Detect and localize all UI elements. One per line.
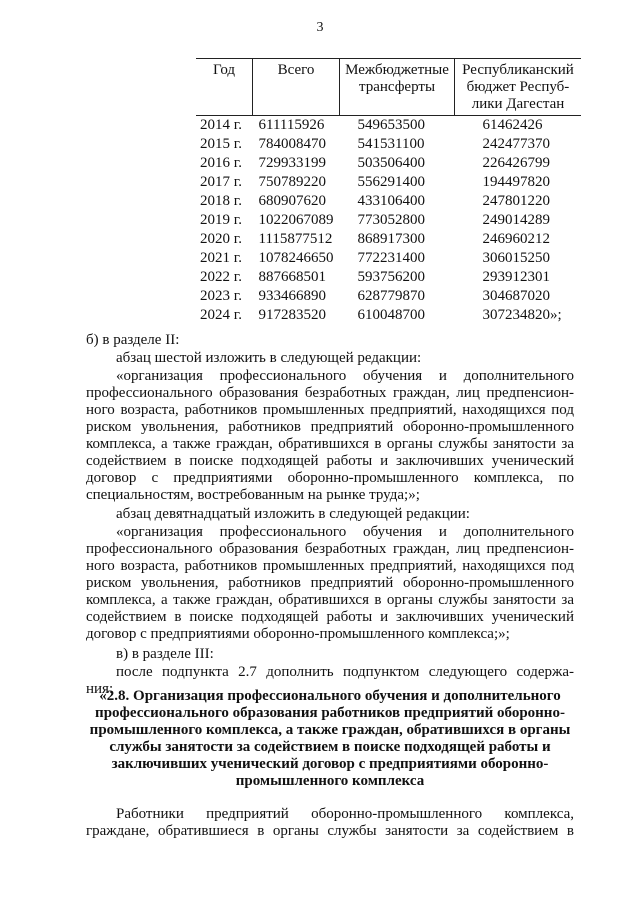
table-row	[196, 192, 581, 211]
cell-year: 2017 г.	[200, 174, 242, 190]
cell-total: 1078246650	[258, 250, 334, 266]
cell-interbudget: 556291400	[357, 174, 425, 190]
cell-interbudget: 541531100	[357, 136, 425, 152]
header-interbudget-transfers	[340, 59, 455, 116]
section-v: в) в разделе III:	[116, 646, 214, 662]
cell-interbudget: 433106400	[357, 193, 425, 209]
cell-republican: 242477370	[482, 136, 550, 152]
header-line: Межбюджетные	[345, 62, 449, 78]
cell-interbudget: 593756200	[357, 269, 425, 285]
table-row	[196, 306, 581, 325]
cell-year: 2019 г.	[200, 212, 242, 228]
heading-line: промышленного комплекса, а также граждан, обратившихся в органы	[89, 722, 571, 738]
cell-interbudget: 772231400	[357, 250, 425, 266]
cell-republican: 247801220	[482, 193, 550, 209]
cell-republican: 194497820	[482, 174, 550, 190]
cell-interbudget: 610048700	[357, 307, 425, 323]
table-row	[196, 211, 581, 230]
heading-line: заключивших ученический договор с предприятиями оборонно-	[111, 756, 549, 772]
table-row	[196, 287, 581, 306]
cell-republican: 249014289	[482, 212, 550, 228]
cell-year: 2015 г.	[200, 136, 242, 152]
cell-year: 2021 г.	[200, 250, 242, 266]
para6-line: риском увольнения, работников предприятий оборонно-промышленного	[86, 419, 574, 435]
final-line: Работники предприятий оборонно-промышленного комплекса,	[116, 806, 574, 822]
para6-line: договор с предприятиями оборонно-промышленного комплекса, по	[86, 470, 574, 486]
cell-total: 887668501	[258, 269, 326, 285]
table-header-row	[196, 59, 581, 116]
cell-year: 2020 г.	[200, 231, 242, 247]
header-line: бюджет Респуб-	[466, 79, 570, 95]
header-line: Всего	[277, 62, 315, 78]
cell-year: 2014 г.	[200, 117, 242, 133]
cell-year: 2024 г.	[200, 307, 242, 323]
cell-year: 2023 г.	[200, 288, 242, 304]
cell-total: 1115877512	[258, 231, 333, 247]
header-republican-budget	[455, 59, 582, 116]
after-27-line: ния:	[86, 681, 114, 697]
cell-total: 680907620	[258, 193, 326, 209]
cell-interbudget: 773052800	[357, 212, 425, 228]
cell-year: 2022 г.	[200, 269, 242, 285]
para6-line: профессионального образования безработных граждан, лиц предпенсион-	[86, 385, 574, 401]
header-year	[196, 59, 253, 116]
para19-line: ного возраста, работников промышленных предприятий, находящихся под	[86, 558, 574, 574]
heading-line: промышленного комплекса	[235, 773, 425, 789]
para19-line: риском увольнения, работников предприятий оборонно-промышленного	[86, 575, 574, 591]
header-line: Год	[212, 62, 236, 78]
budget-table	[196, 58, 581, 325]
cell-republican: 304687020	[482, 288, 550, 304]
para19-line: содействием в поиске подходящей работы и заключивших ученический	[86, 609, 574, 625]
para6-line: комплекса, а также граждан, обратившихся в органы службы занятости за	[86, 436, 574, 452]
cell-interbudget: 503506400	[357, 155, 425, 171]
header-total	[253, 59, 340, 116]
cell-republican: 306015250	[482, 250, 550, 266]
cell-year: 2016 г.	[200, 155, 242, 171]
cell-interbudget: 868917300	[357, 231, 425, 247]
table-row	[196, 230, 581, 249]
cell-total: 933466890	[258, 288, 326, 304]
cell-republican: 293912301	[482, 269, 550, 285]
para19-line: комплекса, а также граждан, обратившихся в органы службы занятости за	[86, 592, 574, 608]
table-row	[196, 249, 581, 268]
cell-total: 611115926	[258, 117, 325, 133]
para19-line: профессионального образования безработных граждан, лиц предпенсион-	[86, 541, 574, 557]
cell-interbudget: 549653500	[357, 117, 425, 133]
final-block	[86, 806, 574, 840]
para19-intro: абзац девятнадцатый изложить в следующей редакции:	[116, 506, 470, 522]
cell-republican: 226426799	[482, 155, 550, 171]
section-b: б) в разделе II:	[86, 332, 180, 348]
table-row	[196, 116, 581, 136]
header-line: трансферты	[358, 79, 436, 95]
table-row	[196, 154, 581, 173]
para6-line: специальностям, востребованным на рынке труда;»;	[86, 487, 420, 503]
cell-republican: 246960212	[482, 231, 550, 247]
cell-republican: 61462426	[482, 117, 543, 133]
cell-interbudget: 628779870	[357, 288, 425, 304]
para19-block	[86, 524, 574, 643]
page-number: 3	[316, 20, 324, 35]
para19-line: «организация профессионального обучения и дополнительного	[116, 524, 574, 540]
heading-line: «2.8. Организация профессионального обучения и дополнительного	[99, 688, 561, 704]
final-line: граждане, обратившиеся в органы службы занятости за содействием в	[86, 823, 574, 839]
heading-line: профессионального образования работников предприятий оборонно-	[95, 705, 565, 721]
para6-intro: абзац шестой изложить в следующей редакции:	[116, 350, 422, 366]
para6-block	[86, 368, 574, 504]
para19-line: договор с предприятиями оборонно-промышленного комплекса;»;	[86, 626, 510, 642]
para6-line: ного возраста, работников промышленных предприятий, находящихся под	[86, 402, 574, 418]
cell-total: 729933199	[258, 155, 326, 171]
para6-line: «организация профессионального обучения и дополнительного	[116, 368, 574, 384]
header-line: лики Дагестан	[471, 96, 565, 112]
after-27-line: после подпункта 2.7 дополнить подпунктом следующего содержа-	[116, 664, 574, 680]
table-row	[196, 268, 581, 287]
heading-line: службы занятости за содействием в поиске подходящей работы и	[109, 739, 551, 755]
cell-total: 1022067089	[258, 212, 334, 228]
cell-total: 784008470	[258, 136, 326, 152]
cell-total: 917283520	[258, 307, 326, 323]
subsection-heading	[86, 688, 574, 790]
table-row	[196, 135, 581, 154]
table-body	[196, 116, 581, 326]
header-line: Республиканский	[462, 62, 574, 78]
para6-line: содействием в поиске подходящей работы и заключивших ученический	[86, 453, 574, 469]
cell-year: 2018 г.	[200, 193, 242, 209]
cell-total: 750789220	[258, 174, 326, 190]
cell-republican: 307234820»;	[482, 307, 562, 323]
table-row	[196, 173, 581, 192]
